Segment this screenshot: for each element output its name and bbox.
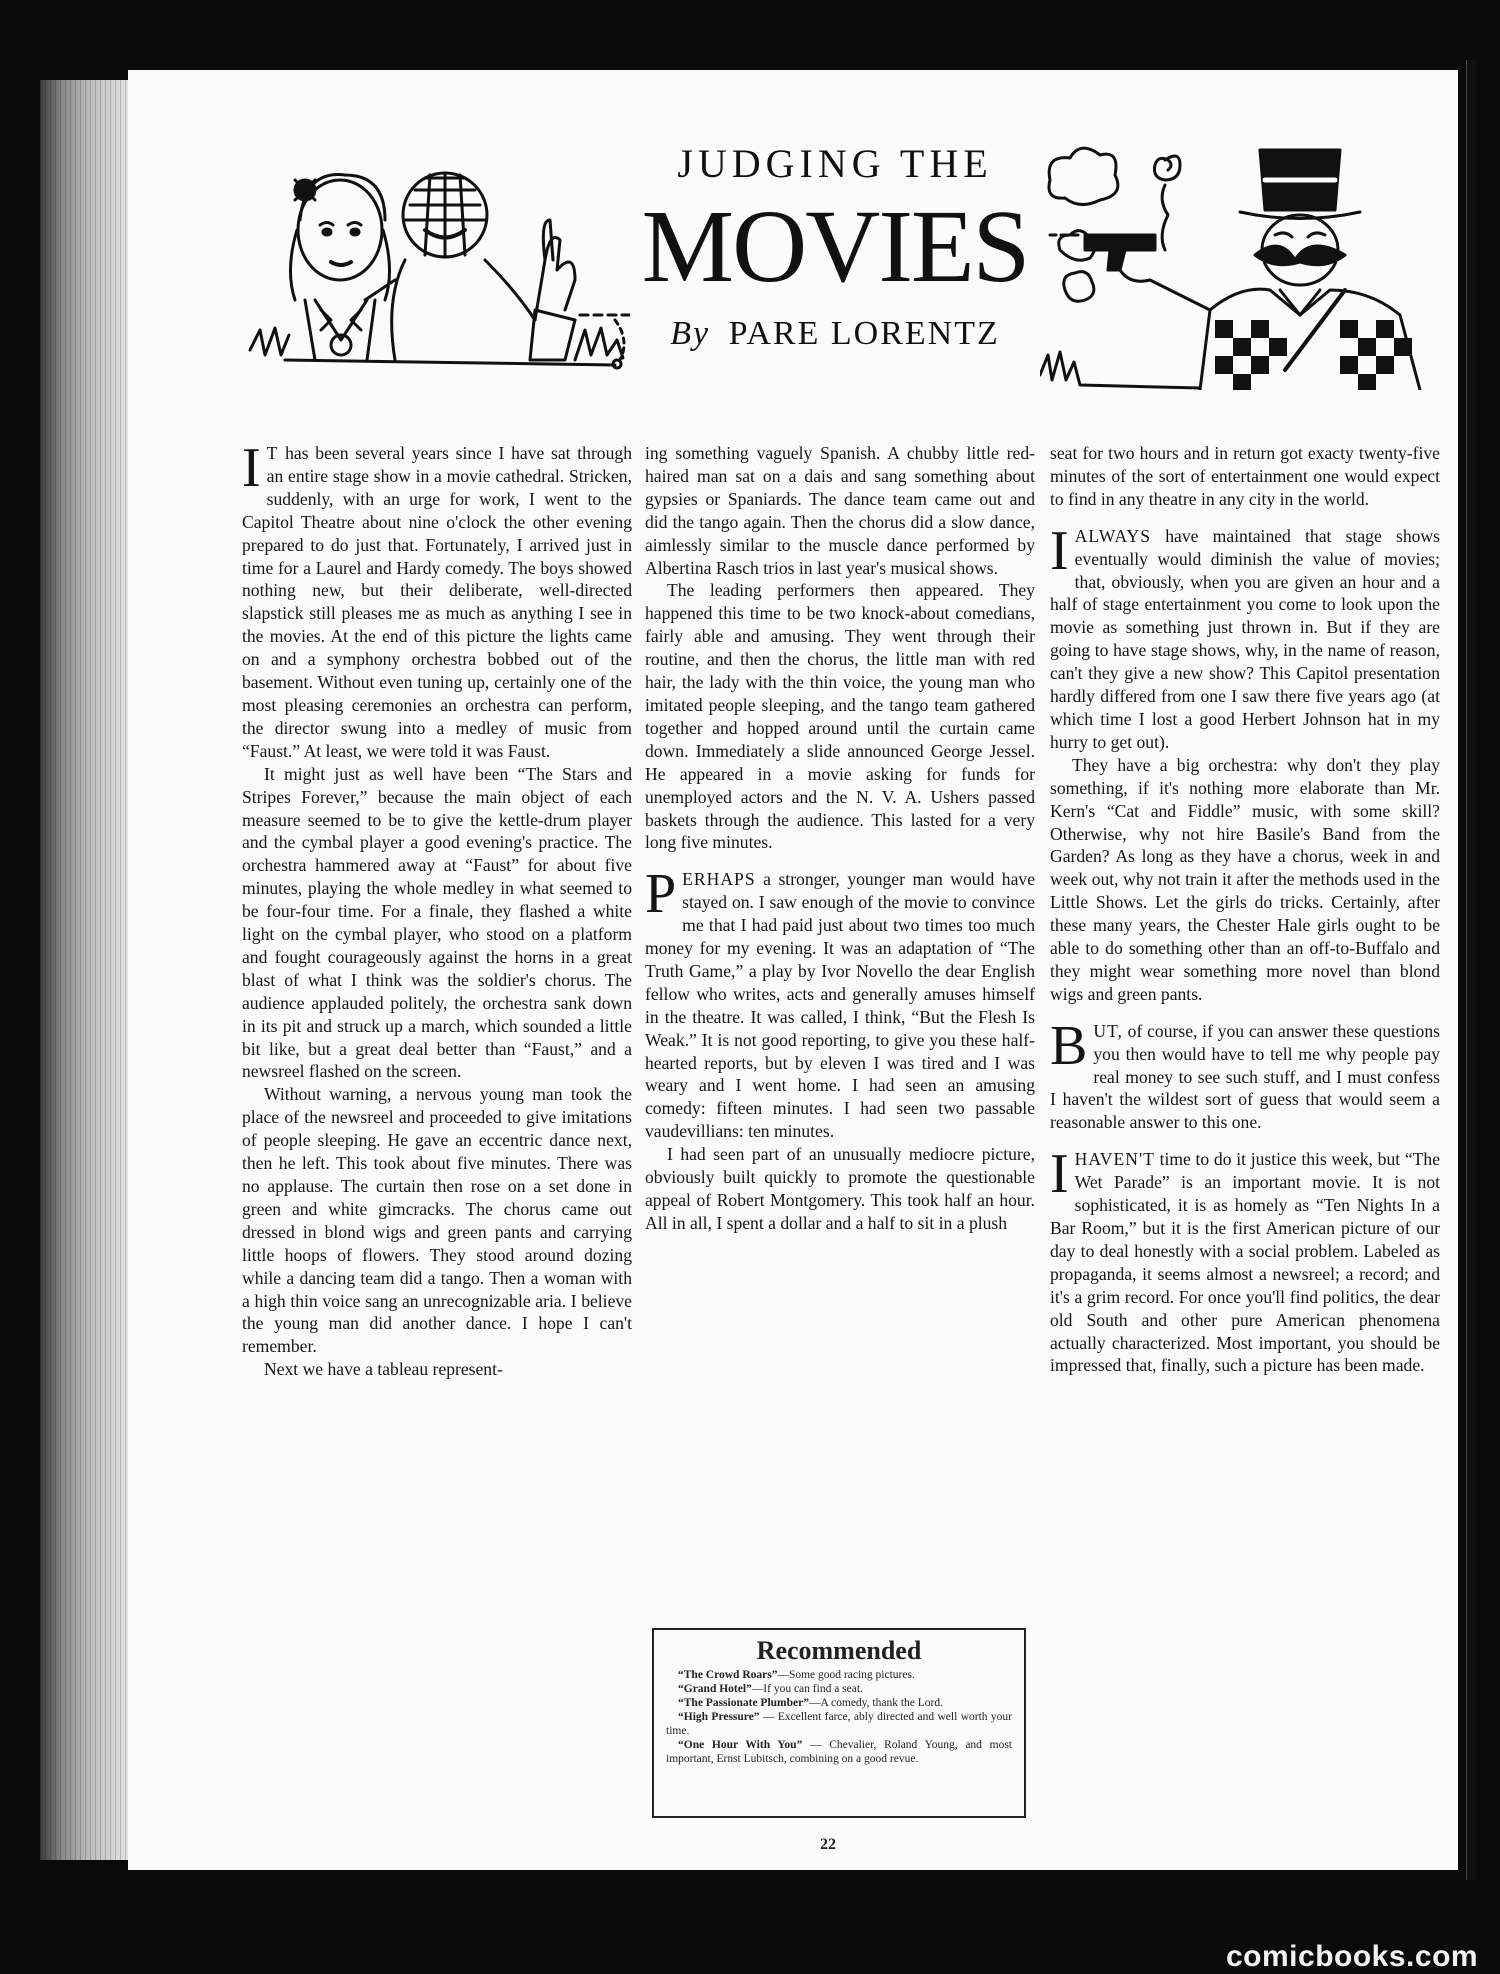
couple-cartoon-icon	[245, 150, 630, 390]
movie-note: — Chevalier, Roland Young, and most important, Ernst Lubitsch, combining on a good revue.	[666, 1739, 1012, 1765]
site-watermark: comicbooks.com	[1226, 1940, 1479, 1973]
article-header	[640, 140, 1030, 353]
movie-title: “High Pressure”	[678, 1711, 760, 1723]
byline-prefix: By	[670, 315, 711, 352]
paragraph: They have a big orchestra: why don't they play something, if it's nothing more elaborate than Mr. Kern's “Cat and Fiddle” music, with some skill? Otherwise, why not hire Basile's Band from the Garden? As long as they have a chorus, week in and week out, why not train it after the methods used in the Little Shows. Let the girls do tricks. Certainly, after these many years, the Chester Hale girls ought to be able to do something other than an off-to-Buffalo and they might wear something more novel than blond wigs and green pants.	[1050, 754, 1440, 1004]
paragraph-text: have maintained that stage shows eventually would diminish the value of movies; that, obviously, when you are given an hour and a half of stage entertainment you come to look upon the movie as something just thrown in. But if they are going to have stage shows, why, in the name of reason, can't they give a new show? This Capitol presentation hardly differed from one I saw there five years ago (at which time I lost a good Herbert Johnson hat in my hurry to get out).	[1050, 525, 1440, 752]
paragraph-text: of course, if you can answer these questions you then would have to tell me why people pay real money to see such stuff, and I must confess I haven't the wildest sort of guess that would seem a reasonable answer to this one.	[1050, 1020, 1440, 1133]
paragraph-text: has been several years since I have sat through an entire stage show in a movie cathedral. Stricken, suddenly, with an urge for work, I went to the Capitol Theatre about nine o'clock the other evening prepared to do just that. Fortunately, I arrived just in time for a Laurel and Hardy comedy. The boys showed nothing new, but their deliberate, well-directed slapstick still pleases me as much as anything I see in the movies. At the end of this picture the lights came on and a symphony orchestra bobbed out of the basement. Without even tuning up, certainly one of the most pleasing ceremonies an orchestra can perform, the director swung into a medley of music from “Faust.” At least, we were told it was Faust.	[242, 443, 632, 761]
paragraph: seat for two hours and in return got exacty twenty-five minutes of the sort of entertainment one would expect to find in any theatre in any city in the world.	[1050, 443, 1440, 509]
recommended-title: Recommended	[756, 1636, 922, 1665]
drop-cap: I	[1050, 519, 1069, 582]
paragraph: Next we have a tableau represent-	[264, 1359, 503, 1380]
paragraph	[1050, 1143, 1440, 1377]
page-edge-rule	[1458, 70, 1464, 1870]
recommended-box	[652, 1628, 1026, 1818]
paragraph	[1050, 1014, 1440, 1135]
paragraph-text: time to do it justice this week, but “The Wet Parade” is an important movie. It is not sophisticated, it is as homely as “Ten Nights In a Bar Room,” but it is the first American picture of our day to deal honestly with a social problem. Labeled as propaganda, it seems almost a newsreel; a record; and it's a grim record. For once you'll find politics, the dear old South and other pure American phenomena actually characterized. Most important, you should be impressed that, finally, such a picture has been made.	[1050, 1149, 1440, 1376]
magician-with-pistol-cartoon-icon	[1040, 140, 1440, 390]
article-column-1	[242, 437, 632, 1381]
paragraph: It might just as well have been “The Stars and Stripes Forever,” because the main object of each measure seemed to be to give the kettle-drum player and the cymbal player a good evening's practice. The orchestra hammered away at “Faust” for about five minutes, playing the whole medley in what seemed to be four-four time. For a finale, they flashed a white light on the cymbal player, who stood on a platform and fought courageously against the horns in a great blast of what I think was the soldier's chorus. The audience applauded politely, the orchestra sank down in its pit and struck up a march, which sounded a little bit like, but a great deal better than “Faust,” and a newsreel flashed on the screen.	[242, 763, 632, 1082]
article-column-3	[1050, 442, 1440, 1377]
lead-in: UT,	[1093, 1020, 1123, 1041]
drop-cap: B	[1050, 1014, 1088, 1077]
movie-note: —A comedy, thank the Lord.	[808, 1697, 944, 1709]
paragraph: The leading performers then appeared. They happened this time to be two knock-about comedians, fairly able and amusing. They went through their routine, and then the chorus, the little man with red hair, the lady with the thin voice, the young man who imitated people sleeping, and the tango team gathered together and hopped around until the curtain came down. Immediately a slide announced George Jessel. He appeared in a movie asking for funds for unemployed actors and the N. V. A. Ushers passed baskets through the audience. This lasted for a very long five minutes.	[645, 580, 1035, 853]
lead-in: T	[266, 443, 279, 463]
drop-cap: I	[1050, 1143, 1069, 1206]
paragraph	[645, 863, 1035, 1143]
recommended-item	[666, 1738, 1012, 1766]
drop-cap: I	[242, 437, 261, 499]
movie-note: —Some good racing pictures.	[777, 1669, 915, 1681]
lead-in: ERHAPS	[682, 869, 756, 890]
page-number: 22	[820, 1836, 836, 1853]
recommended-item	[666, 1682, 1012, 1696]
paragraph: Without warning, a nervous young man took the place of the newsreel and proceeded to give imitations of people sleeping. He gave an eccentric dance next, then he left. This took about five minutes. There was no applause. The curtain then rose on a set done in green and white gimcracks. The chorus came out dressed in blond wigs and green pants and carrying little hoops of flowers. They stood around dozing while a dancing team did a tango. Then a woman with a high thin voice sang an unrecognizable aria. I believe the young man did another dance. I hope I can't remember.	[242, 1084, 632, 1357]
article-kicker: JUDGING THE	[677, 141, 993, 186]
movie-title: “The Crowd Roars”	[678, 1669, 778, 1681]
book-edge	[1466, 60, 1477, 1880]
lead-in: ALWAYS	[1074, 525, 1152, 546]
paragraph	[1050, 519, 1440, 754]
paragraph: ing something vaguely Spanish. A chubby little red-haired man sat on a dais and sang something about gypsies or Spaniards. The dance team came out and did the tango again. Then the chorus did a slow dance, aimlessly similar to the muscle dance performed by Albertina Rasch trios in last year's musical shows.	[645, 443, 1035, 578]
article-title: MOVIES	[641, 189, 1029, 304]
movie-note: — Excellent farce, ably directed and well worth your time.	[666, 1711, 1012, 1737]
paragraph	[242, 437, 632, 763]
paragraph-text: a stronger, younger man would have stayed on. I saw enough of the movie to convince me that I had paid just about two times too much money for my evening. It was an adaptation of “The Truth Game,” a play by Ivor Novello the dear English fellow who writes, acts and generally amuses himself in the theatre. It was called, I think, “But the Flesh Is Weak.” It is not good reporting, to give you these half-hearted reports, but by eleven I was tired and I was weary and I went home. I had seen an amusing comedy: fifteen minutes. I had seen two passable vaudevillians: ten minutes.	[645, 869, 1035, 1142]
byline-author: PARE LORENTZ	[728, 315, 1000, 352]
recommended-item	[666, 1710, 1012, 1738]
recommended-item	[666, 1696, 1012, 1710]
article-byline	[640, 315, 1030, 353]
book-binding	[40, 80, 130, 1860]
paragraph: I had seen part of an unusually mediocre picture, obviously built quickly to promote the questionable appeal of Robert Montgomery. This took half an hour. All in all, I spent a dollar and a half to sit in a plush	[645, 1144, 1035, 1233]
lead-in: HAVEN'T	[1074, 1149, 1155, 1170]
movie-title: “Grand Hotel”	[678, 1683, 752, 1695]
movie-note: —If you can find a seat.	[751, 1683, 863, 1695]
drop-cap: P	[645, 863, 677, 926]
recommended-item	[666, 1668, 1012, 1682]
article-column-2	[645, 442, 1035, 1235]
movie-title: “The Passionate Plumber”	[678, 1697, 809, 1709]
movie-title: “One Hour With You”	[678, 1739, 803, 1751]
